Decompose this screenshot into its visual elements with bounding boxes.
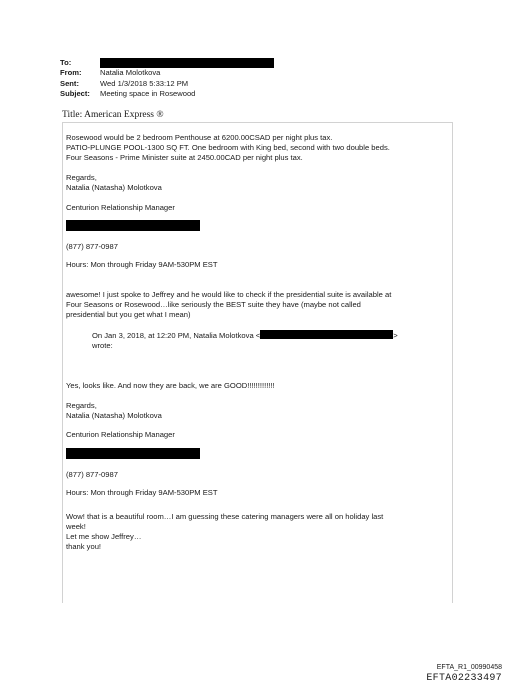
text-line: Let me show Jeffrey… <box>66 531 142 541</box>
redaction-bar <box>66 448 200 459</box>
sent-row <box>60 79 274 89</box>
text-line: Four Seasons or Rosewood…like seriously the BEST suite they have (maybe not called <box>66 300 361 310</box>
text-line: PATIO-PLUNGE POOL-1300 SQ FT. One bedroom with King bed, second with two double beds. <box>66 142 390 152</box>
document-title: Title: American Express ® <box>62 110 164 120</box>
text-line: Rosewood would be 2 bedroom Penthouse at 6200.00CSAD per night plus tax. <box>66 133 333 142</box>
quote-header <box>92 330 450 351</box>
text-line: Wow! that is a beautiful room…I am guessing these catering managers were all on holiday last <box>66 512 384 522</box>
text-line: Hours: Mon through Friday 9AM-530PM EST <box>66 260 218 270</box>
text-line: Centurion Relationship Manager <box>66 430 175 440</box>
text-line: Regards, <box>66 400 97 410</box>
sent-label: Sent: <box>60 78 79 88</box>
text-line <box>92 330 450 341</box>
text-line: presidential but you get what I mean) <box>66 309 191 319</box>
to-label: To: <box>60 58 72 67</box>
text-line: Hours: Mon through Friday 9AM-530PM EST <box>66 488 218 498</box>
quote-line-end: > <box>393 330 398 340</box>
text-line: Natalia (Natasha) Molotkova <box>66 182 162 192</box>
bates-number-1: EFTA_R1_00990458 <box>436 664 502 671</box>
subject-value: Meeting space in Rosewood <box>100 89 196 99</box>
to-row <box>60 58 274 68</box>
text-line: Centurion Relationship Manager <box>66 202 175 212</box>
quote-line-text: On Jan 3, 2018, at 12:20 PM, Natalia Molotkova < <box>92 330 261 340</box>
phone-number: (877) 877-0987 <box>66 242 118 252</box>
text-line: Natalia (Natasha) Molotkova <box>66 410 162 420</box>
redaction-bar <box>66 220 200 231</box>
redaction-bar <box>260 330 393 339</box>
text-line: wrote: <box>92 340 113 350</box>
text-line: awesome! I just spoke to Jeffrey and he would like to check if the presidential suite is available at <box>66 290 392 300</box>
text-line: thank you! <box>66 541 102 551</box>
text-line: week! <box>66 521 86 531</box>
message-body <box>66 133 450 552</box>
from-row <box>60 68 274 78</box>
phone-number: (877) 877-0987 <box>66 470 118 480</box>
redaction-bar <box>100 58 274 68</box>
text-line: Regards, <box>66 172 97 182</box>
subject-label: Subject: <box>60 89 90 99</box>
sent-value: Wed 1/3/2018 5:33:12 PM <box>100 78 189 88</box>
from-value: Natalia Molotkova <box>100 68 161 78</box>
subject-row <box>60 89 274 99</box>
bates-number-2: EFTA02233497 <box>426 673 502 684</box>
from-label: From: <box>60 68 82 78</box>
text-line: Yes, looks like. And now they are back, we are GOOD!!!!!!!!!!!!! <box>66 380 275 390</box>
email-header <box>60 58 274 100</box>
text-line: Four Seasons - Prime Minister suite at 2450.00CAD per night plus tax. <box>66 152 303 162</box>
